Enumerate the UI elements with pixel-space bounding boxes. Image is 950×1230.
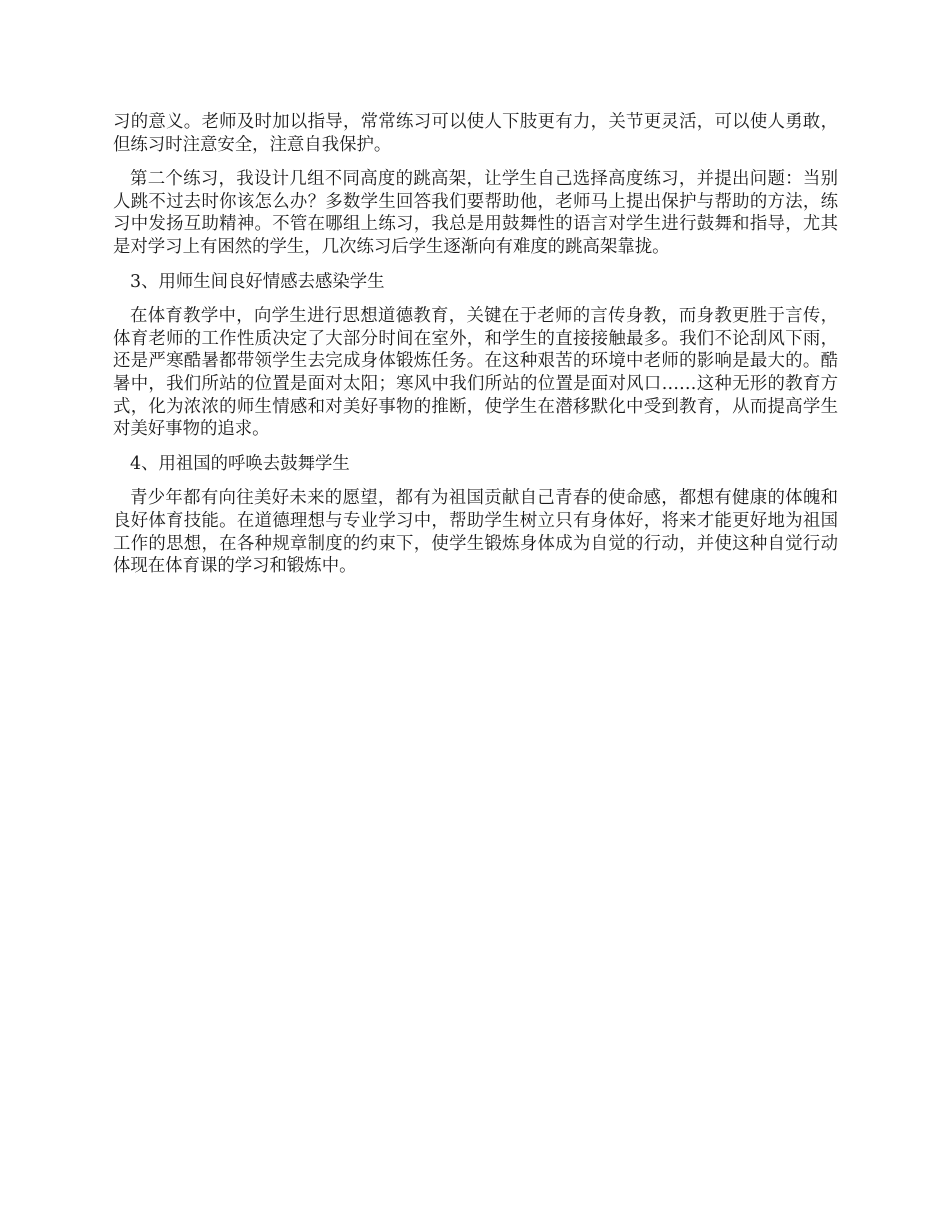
paragraph-continued: 习的意义。老师及时加以指导，常常练习可以使人下肢更有力，关节更灵活，可以使人勇敢，但练习时注意安全，注意自我保护。 (113, 112, 838, 155)
paragraph-motherland: 青少年都有向往美好未来的愿望，都有为祖国贡献自己青春的使命感，都想有健康的体魄和良好体育技能。在道德理想与专业学习中，帮助学生树立只有身体好，将来才能更好地为祖国工作的思想，在各种规章制度的约束下，使学生锻炼身体成为自觉的行动，并使这种自觉行动体现在体育课的学习和锻炼中。 (113, 488, 838, 577)
document-body (113, 111, 838, 578)
paragraph-second-exercise: 第二个练习，我设计几组不同高度的跳高架，让学生自己选择高度练习，并提出问题：当别人跳不过去时你该怎么办？多数学生回答我们要帮助他，老师马上提出保护与帮助的方法，练习中发扬互助精神。不管在哪组上练习，我总是用鼓舞性的语言对学生进行鼓舞和指导，尤其是对学习上有困然的学生，几次练习后学生逐渐向有难度的跳高架靠拢。 (113, 169, 838, 257)
section-heading-3: 3、用师生间良好情感去感染学生 (130, 271, 385, 292)
paragraph-teacher-emotion: 在体育教学中，向学生进行思想道德教育，关键在于老师的言传身教，而身教更胜于言传，体育老师的工作性质决定了大部分时间在室外，和学生的直接接触最多。我们不论刮风下雨，还是严寒酷暑都带领学生去完成身体锻炼任务。在这种艰苦的环境中老师的影响是最大的。酷暑中，我们所站的位置是面对太阳；寒风中我们所站的位置是面对风口……这种无形的教育方式，化为浓浓的师生情感和对美好事物的推断，使学生在潜移默化中受到教育，从而提高学生对美好事物的追求。 (113, 306, 838, 440)
section-heading-4: 4、用祖国的呼唤去鼓舞学生 (130, 453, 350, 474)
